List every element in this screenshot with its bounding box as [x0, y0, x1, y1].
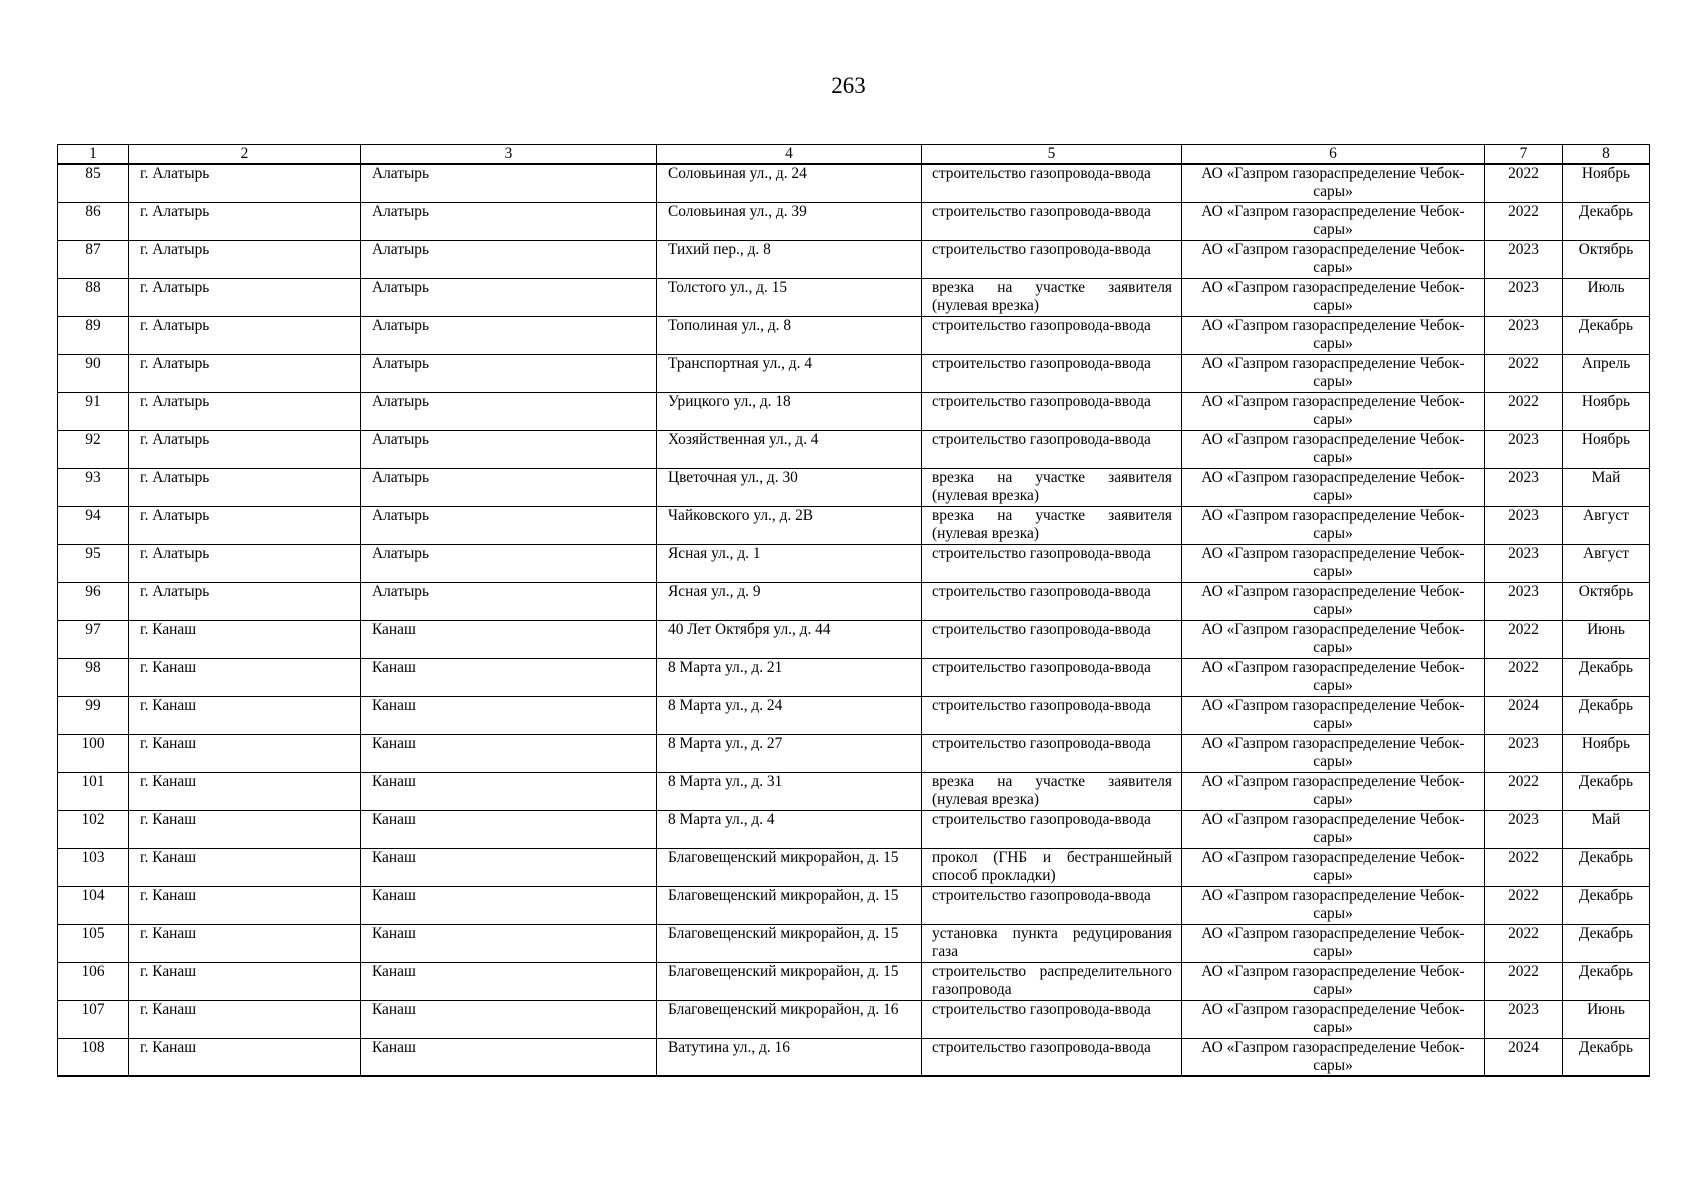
district-cell: г. Канаш [129, 734, 361, 772]
work-type-cell: строительство газопровода-ввода [922, 734, 1182, 772]
organization-line: сары» [1313, 448, 1353, 466]
district-cell: г. Канаш [129, 620, 361, 658]
organization-cell [1182, 430, 1485, 468]
organization-line: сары» [1313, 183, 1353, 200]
work-type-cell: строительство газопровода-ввода [922, 544, 1182, 582]
table-row [58, 734, 1650, 772]
district-cell: г. Алатырь [129, 316, 361, 354]
month-cell: Июнь [1563, 1000, 1650, 1038]
settlement-cell: Канаш [361, 924, 657, 962]
district-cell: г. Канаш [129, 772, 361, 810]
month-cell: Декабрь [1563, 848, 1650, 886]
year-cell: 2023 [1485, 810, 1563, 848]
address-cell: 8 Марта ул., д. 4 [657, 810, 922, 848]
row-number-cell: 103 [58, 848, 129, 886]
table-row [58, 848, 1650, 886]
organization-line: сары» [1313, 638, 1353, 656]
organization-line: АО «Газпром газораспределение Чебок- [1201, 886, 1465, 904]
address-cell: Благовещенский микрорайон, д. 15 [657, 962, 922, 1000]
year-cell: 2022 [1485, 886, 1563, 924]
organization-line: АО «Газпром газораспределение Чебок- [1201, 278, 1465, 296]
organization-line: АО «Газпром газораспределение Чебок- [1201, 544, 1465, 562]
month-cell: Июнь [1563, 620, 1650, 658]
month-cell: Декабрь [1563, 886, 1650, 924]
organization-cell [1182, 468, 1485, 506]
work-type-cell: строительство газопровода-ввода [922, 392, 1182, 430]
work-type-cell: строительство газопровода-ввода [922, 582, 1182, 620]
address-cell: Благовещенский микрорайон, д. 15 [657, 848, 922, 886]
table-row [58, 278, 1650, 316]
month-cell: Октябрь [1563, 582, 1650, 620]
organization-cell [1182, 620, 1485, 658]
year-cell: 2022 [1485, 392, 1563, 430]
work-type-cell: врезка на участке заявителя (нулевая врезка) [922, 468, 1182, 506]
row-number-cell: 88 [58, 278, 129, 316]
year-cell: 2024 [1485, 1038, 1563, 1076]
organization-line: сары» [1313, 904, 1353, 922]
month-cell: Декабрь [1563, 772, 1650, 810]
organization-line: АО «Газпром газораспределение Чебок- [1201, 354, 1465, 372]
work-type-cell: установка пункта редуцирования газа [922, 924, 1182, 962]
district-cell: г. Алатырь [129, 582, 361, 620]
work-type-cell: строительство распределительного газопровода [922, 962, 1182, 1000]
row-number-cell: 106 [58, 962, 129, 1000]
address-cell: Благовещенский микрорайон, д. 15 [657, 924, 922, 962]
row-number-cell: 98 [58, 658, 129, 696]
settlement-cell: Алатырь [361, 582, 657, 620]
month-cell: Декабрь [1563, 924, 1650, 962]
district-cell: г. Канаш [129, 696, 361, 734]
district-cell: г. Алатырь [129, 202, 361, 240]
organization-cell [1182, 240, 1485, 278]
settlement-cell: Канаш [361, 1038, 657, 1076]
organization-line: АО «Газпром газораспределение Чебок- [1201, 582, 1465, 600]
work-type-cell: прокол (ГНБ и бестраншейный способ прокладки) [922, 848, 1182, 886]
work-type-cell: строительство газопровода-ввода [922, 430, 1182, 468]
table-row [58, 316, 1650, 354]
settlement-cell: Алатырь [361, 544, 657, 582]
organization-line: АО «Газпром газораспределение Чебок- [1201, 240, 1465, 258]
page-number: 263 [831, 73, 866, 98]
settlement-cell: Алатырь [361, 278, 657, 316]
gas-connection-schedule-table [57, 144, 1650, 1077]
address-cell: Хозяйственная ул., д. 4 [657, 430, 922, 468]
year-cell: 2024 [1485, 696, 1563, 734]
table-row [58, 202, 1650, 240]
settlement-cell: Алатырь [361, 354, 657, 392]
district-cell: г. Алатырь [129, 430, 361, 468]
table-row [58, 1000, 1650, 1038]
district-cell: г. Алатырь [129, 544, 361, 582]
address-cell: Толстого ул., д. 15 [657, 278, 922, 316]
organization-line: АО «Газпром газораспределение Чебок- [1201, 658, 1465, 676]
year-cell: 2023 [1485, 1000, 1563, 1038]
organization-line: сары» [1313, 372, 1353, 390]
organization-line: сары» [1313, 1018, 1353, 1036]
organization-line: сары» [1313, 828, 1353, 846]
table-body [58, 164, 1650, 1076]
row-number-cell: 107 [58, 1000, 129, 1038]
organization-cell [1182, 696, 1485, 734]
district-cell: г. Алатырь [129, 278, 361, 316]
organization-line: сары» [1313, 1056, 1353, 1074]
year-cell: 2022 [1485, 848, 1563, 886]
work-type-cell: строительство газопровода-ввода [922, 164, 1182, 202]
table-row [58, 962, 1650, 1000]
district-cell: г. Канаш [129, 848, 361, 886]
organization-line: АО «Газпром газораспределение Чебок- [1201, 848, 1465, 866]
district-cell: г. Канаш [129, 924, 361, 962]
table-row [58, 506, 1650, 544]
organization-line: сары» [1313, 334, 1353, 352]
table-row [58, 430, 1650, 468]
work-type-cell: строительство газопровода-ввода [922, 354, 1182, 392]
address-cell: Благовещенский микрорайон, д. 15 [657, 886, 922, 924]
district-cell: г. Алатырь [129, 164, 361, 202]
organization-line: АО «Газпром газораспределение Чебок- [1201, 506, 1465, 524]
table-row [58, 392, 1650, 430]
year-cell: 2023 [1485, 278, 1563, 316]
year-cell: 2022 [1485, 202, 1563, 240]
organization-line: сары» [1313, 676, 1353, 694]
organization-cell [1182, 506, 1485, 544]
month-cell: Декабрь [1563, 962, 1650, 1000]
organization-cell [1182, 772, 1485, 810]
settlement-cell: Канаш [361, 848, 657, 886]
table-row [58, 658, 1650, 696]
month-cell: Декабрь [1563, 1038, 1650, 1076]
settlement-cell: Канаш [361, 962, 657, 1000]
table-row [58, 240, 1650, 278]
settlement-cell: Канаш [361, 772, 657, 810]
organization-line: АО «Газпром газораспределение Чебок- [1201, 1038, 1465, 1056]
organization-cell [1182, 962, 1485, 1000]
month-cell: Ноябрь [1563, 164, 1650, 202]
row-number-cell: 101 [58, 772, 129, 810]
settlement-cell: Алатырь [361, 316, 657, 354]
address-cell: Тихий пер., д. 8 [657, 240, 922, 278]
year-cell: 2023 [1485, 430, 1563, 468]
organization-line: АО «Газпром газораспределение Чебок- [1201, 696, 1465, 714]
organization-line: сары» [1313, 600, 1353, 618]
settlement-cell: Алатырь [361, 202, 657, 240]
year-cell: 2022 [1485, 620, 1563, 658]
organization-line: сары» [1313, 296, 1353, 314]
month-cell: Ноябрь [1563, 734, 1650, 772]
district-cell: г. Канаш [129, 658, 361, 696]
address-cell: Ясная ул., д. 1 [657, 544, 922, 582]
work-type-cell: строительство газопровода-ввода [922, 886, 1182, 924]
column-header: 4 [657, 145, 922, 165]
organization-cell [1182, 1000, 1485, 1038]
year-cell: 2022 [1485, 354, 1563, 392]
address-cell: Чайковского ул., д. 2В [657, 506, 922, 544]
year-cell: 2022 [1485, 924, 1563, 962]
table-row [58, 810, 1650, 848]
settlement-cell: Канаш [361, 620, 657, 658]
address-cell: 8 Марта ул., д. 21 [657, 658, 922, 696]
work-type-cell: строительство газопровода-ввода [922, 202, 1182, 240]
district-cell: г. Алатырь [129, 240, 361, 278]
row-number-cell: 105 [58, 924, 129, 962]
organization-line: сары» [1313, 866, 1353, 884]
row-number-cell: 87 [58, 240, 129, 278]
district-cell: г. Канаш [129, 810, 361, 848]
month-cell: Декабрь [1563, 202, 1650, 240]
month-cell: Май [1563, 468, 1650, 506]
year-cell: 2022 [1485, 962, 1563, 1000]
organization-cell [1182, 202, 1485, 240]
organization-cell [1182, 848, 1485, 886]
work-type-cell: строительство газопровода-ввода [922, 316, 1182, 354]
organization-line: сары» [1313, 258, 1353, 276]
table-row [58, 924, 1650, 962]
settlement-cell: Канаш [361, 696, 657, 734]
organization-line: АО «Газпром газораспределение Чебок- [1201, 165, 1465, 182]
row-number-cell: 97 [58, 620, 129, 658]
work-type-cell: строительство газопровода-ввода [922, 240, 1182, 278]
address-cell: 8 Марта ул., д. 27 [657, 734, 922, 772]
month-cell: Ноябрь [1563, 392, 1650, 430]
row-number-cell: 90 [58, 354, 129, 392]
row-number-cell: 91 [58, 392, 129, 430]
organization-line: АО «Газпром газораспределение Чебок- [1201, 620, 1465, 638]
table-row [58, 164, 1650, 202]
address-cell: Соловьиная ул., д. 24 [657, 164, 922, 202]
settlement-cell: Алатырь [361, 240, 657, 278]
year-cell: 2023 [1485, 468, 1563, 506]
district-cell: г. Канаш [129, 1000, 361, 1038]
organization-line: сары» [1313, 790, 1353, 808]
settlement-cell: Алатырь [361, 430, 657, 468]
address-cell: 40 Лет Октября ул., д. 44 [657, 620, 922, 658]
address-cell: Транспортная ул., д. 4 [657, 354, 922, 392]
year-cell: 2023 [1485, 316, 1563, 354]
work-type-cell: строительство газопровода-ввода [922, 658, 1182, 696]
work-type-cell: строительство газопровода-ввода [922, 1038, 1182, 1076]
table-row [58, 886, 1650, 924]
column-header: 8 [1563, 145, 1650, 165]
settlement-cell: Канаш [361, 1000, 657, 1038]
organization-line: сары» [1313, 220, 1353, 238]
organization-line: сары» [1313, 410, 1353, 428]
organization-cell [1182, 278, 1485, 316]
organization-cell [1182, 1038, 1485, 1076]
organization-cell [1182, 810, 1485, 848]
organization-cell [1182, 924, 1485, 962]
organization-line: сары» [1313, 980, 1353, 998]
organization-line: сары» [1313, 486, 1353, 504]
organization-line: сары» [1313, 942, 1353, 960]
year-cell: 2023 [1485, 734, 1563, 772]
organization-cell [1182, 582, 1485, 620]
table-row [58, 696, 1650, 734]
table-row [58, 582, 1650, 620]
row-number-cell: 100 [58, 734, 129, 772]
row-number-cell: 96 [58, 582, 129, 620]
district-cell: г. Алатырь [129, 468, 361, 506]
settlement-cell: Алатырь [361, 506, 657, 544]
column-header: 6 [1182, 145, 1485, 165]
organization-cell [1182, 164, 1485, 202]
settlement-cell: Канаш [361, 734, 657, 772]
settlement-cell: Канаш [361, 810, 657, 848]
work-type-cell: врезка на участке заявителя (нулевая врезка) [922, 506, 1182, 544]
row-number-cell: 102 [58, 810, 129, 848]
organization-cell [1182, 354, 1485, 392]
year-cell: 2023 [1485, 544, 1563, 582]
column-header: 5 [922, 145, 1182, 165]
settlement-cell: Канаш [361, 886, 657, 924]
district-cell: г. Канаш [129, 1038, 361, 1076]
organization-cell [1182, 886, 1485, 924]
district-cell: г. Алатырь [129, 354, 361, 392]
year-cell: 2023 [1485, 582, 1563, 620]
organization-line: АО «Газпром газораспределение Чебок- [1201, 392, 1465, 410]
organization-line: АО «Газпром газораспределение Чебок- [1201, 1000, 1465, 1018]
row-number-cell: 94 [58, 506, 129, 544]
row-number-cell: 86 [58, 202, 129, 240]
year-cell: 2022 [1485, 658, 1563, 696]
row-number-cell: 99 [58, 696, 129, 734]
organization-line: АО «Газпром газораспределение Чебок- [1201, 734, 1465, 752]
organization-line: АО «Газпром газораспределение Чебок- [1201, 316, 1465, 334]
column-header: 7 [1485, 145, 1563, 165]
month-cell: Декабрь [1563, 658, 1650, 696]
organization-line: АО «Газпром газораспределение Чебок- [1201, 202, 1465, 220]
settlement-cell: Алатырь [361, 468, 657, 506]
row-number-cell: 95 [58, 544, 129, 582]
month-cell: Июль [1563, 278, 1650, 316]
district-cell: г. Канаш [129, 962, 361, 1000]
settlement-cell: Алатырь [361, 164, 657, 202]
month-cell: Август [1563, 506, 1650, 544]
month-cell: Декабрь [1563, 316, 1650, 354]
row-number-cell: 89 [58, 316, 129, 354]
year-cell: 2023 [1485, 506, 1563, 544]
organization-line: сары» [1313, 524, 1353, 542]
address-cell: Тополиная ул., д. 8 [657, 316, 922, 354]
table-row [58, 354, 1650, 392]
organization-cell [1182, 392, 1485, 430]
month-cell: Ноябрь [1563, 430, 1650, 468]
district-cell: г. Канаш [129, 886, 361, 924]
organization-line: АО «Газпром газораспределение Чебок- [1201, 924, 1465, 942]
table-row [58, 620, 1650, 658]
work-type-cell: строительство газопровода-ввода [922, 696, 1182, 734]
address-cell: 8 Марта ул., д. 24 [657, 696, 922, 734]
district-cell: г. Алатырь [129, 392, 361, 430]
column-header: 2 [129, 145, 361, 165]
year-cell: 2022 [1485, 164, 1563, 202]
table-row [58, 772, 1650, 810]
work-type-cell: строительство газопровода-ввода [922, 620, 1182, 658]
column-header: 1 [58, 145, 129, 165]
address-cell: Ватутина ул., д. 16 [657, 1038, 922, 1076]
organization-line: сары» [1313, 562, 1353, 580]
address-cell: 8 Марта ул., д. 31 [657, 772, 922, 810]
address-cell: Благовещенский микрорайон, д. 16 [657, 1000, 922, 1038]
work-type-cell: строительство газопровода-ввода [922, 810, 1182, 848]
year-cell: 2023 [1485, 240, 1563, 278]
organization-cell [1182, 734, 1485, 772]
work-type-cell: врезка на участке заявителя (нулевая врезка) [922, 772, 1182, 810]
table-row [58, 1038, 1650, 1076]
organization-line: АО «Газпром газораспределение Чебок- [1201, 772, 1465, 790]
work-type-cell: строительство газопровода-ввода [922, 1000, 1182, 1038]
month-cell: Май [1563, 810, 1650, 848]
settlement-cell: Алатырь [361, 392, 657, 430]
organization-cell [1182, 544, 1485, 582]
organization-cell [1182, 316, 1485, 354]
address-cell: Ясная ул., д. 9 [657, 582, 922, 620]
table-row [58, 544, 1650, 582]
row-number-cell: 85 [58, 164, 129, 202]
year-cell: 2022 [1485, 772, 1563, 810]
address-cell: Соловьиная ул., д. 39 [657, 202, 922, 240]
row-number-cell: 108 [58, 1038, 129, 1076]
table-row [58, 468, 1650, 506]
organization-line: АО «Газпром газораспределение Чебок- [1201, 810, 1465, 828]
row-number-cell: 92 [58, 430, 129, 468]
organization-line: сары» [1313, 714, 1353, 732]
organization-cell [1182, 658, 1485, 696]
month-cell: Апрель [1563, 354, 1650, 392]
month-cell: Декабрь [1563, 696, 1650, 734]
organization-line: сары» [1313, 752, 1353, 770]
month-cell: Август [1563, 544, 1650, 582]
column-number-header-row [58, 145, 1650, 165]
month-cell: Октябрь [1563, 240, 1650, 278]
organization-line: АО «Газпром газораспределение Чебок- [1201, 468, 1465, 486]
work-type-cell: врезка на участке заявителя (нулевая врезка) [922, 278, 1182, 316]
row-number-cell: 93 [58, 468, 129, 506]
address-cell: Урицкого ул., д. 18 [657, 392, 922, 430]
organization-line: АО «Газпром газораспределение Чебок- [1201, 962, 1465, 980]
row-number-cell: 104 [58, 886, 129, 924]
district-cell: г. Алатырь [129, 506, 361, 544]
address-cell: Цветочная ул., д. 30 [657, 468, 922, 506]
organization-line: АО «Газпром газораспределение Чебок- [1201, 430, 1465, 448]
column-header: 3 [361, 145, 657, 165]
settlement-cell: Канаш [361, 658, 657, 696]
